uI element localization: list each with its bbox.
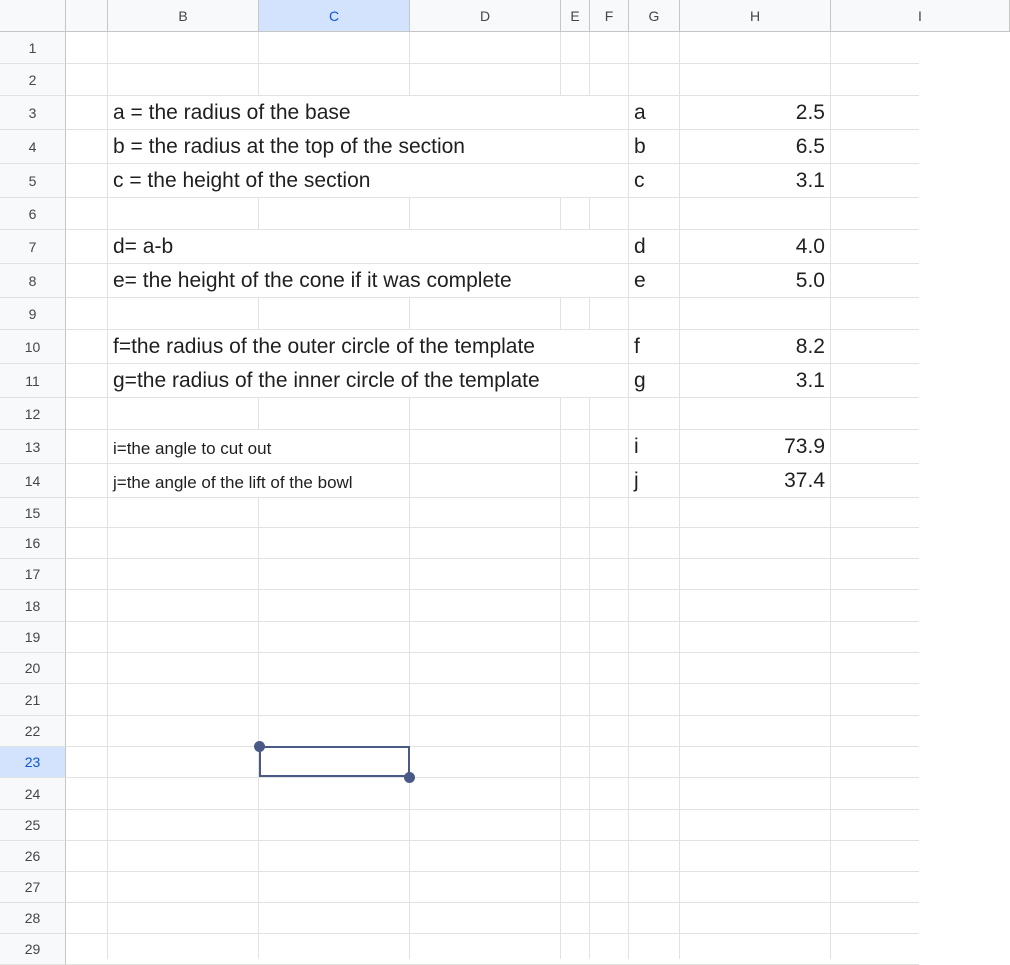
row-header-13[interactable]: 13 [0, 430, 66, 464]
grid-row-line [66, 746, 919, 747]
row-header-1[interactable]: 1 [0, 32, 66, 64]
row-header-29[interactable]: 29 [0, 934, 66, 965]
row-header-14[interactable]: 14 [0, 464, 66, 498]
value-cell-h13[interactable]: 73.9 [680, 430, 830, 463]
value-cell-h4[interactable]: 6.5 [680, 130, 830, 163]
grid-row-line [66, 63, 919, 64]
row-header-6[interactable]: 6 [0, 198, 66, 230]
grid-row-line [66, 558, 919, 559]
row-header-3[interactable]: 3 [0, 96, 66, 130]
column-header-b[interactable]: B [108, 0, 259, 32]
value-cell-h10[interactable]: 8.2 [680, 330, 830, 363]
grid-row-line [66, 683, 919, 684]
symbol-cell-g13[interactable]: i [629, 430, 679, 463]
row-header-27[interactable]: 27 [0, 872, 66, 903]
symbol-cell-g11[interactable]: g [629, 364, 679, 397]
grid-row-line [66, 652, 919, 653]
column-header-e[interactable]: E [561, 0, 590, 32]
label-cell-b14[interactable]: j=the angle of the lift of the bowl [108, 464, 409, 497]
grid-row-line [66, 809, 919, 810]
grid-row-line [66, 902, 919, 903]
grid-row-line [66, 871, 919, 872]
grid-row-line [66, 777, 919, 778]
selected-cell-c23[interactable] [259, 746, 410, 777]
symbol-cell-g14[interactable]: j [629, 464, 679, 497]
row-header-19[interactable]: 19 [0, 622, 66, 653]
symbol-cell-g4[interactable]: b [629, 130, 679, 163]
row-header-4[interactable]: 4 [0, 130, 66, 164]
row-header-15[interactable]: 15 [0, 498, 66, 528]
grid-row-line [66, 527, 919, 528]
value-cell-h3[interactable]: 2.5 [680, 96, 830, 129]
symbol-cell-g7[interactable]: d [629, 230, 679, 263]
row-header-22[interactable]: 22 [0, 716, 66, 747]
select-all-corner[interactable] [0, 0, 66, 32]
row-header-7[interactable]: 7 [0, 230, 66, 264]
value-cell-h14[interactable]: 37.4 [680, 464, 830, 497]
column-header-d[interactable]: D [410, 0, 561, 32]
row-header-9[interactable]: 9 [0, 298, 66, 330]
grid-column-line [830, 32, 831, 959]
grid-row-line [66, 589, 919, 590]
label-cell-b3[interactable]: a = the radius of the base [108, 96, 590, 129]
symbol-cell-g10[interactable]: f [629, 330, 679, 363]
symbol-cell-g5[interactable]: c [629, 164, 679, 197]
row-header-17[interactable]: 17 [0, 559, 66, 590]
column-header-h[interactable]: H [680, 0, 831, 32]
row-header-26[interactable]: 26 [0, 841, 66, 872]
symbol-cell-g8[interactable]: e [629, 264, 679, 297]
label-cell-b8[interactable]: e= the height of the cone if it was complete [108, 264, 590, 297]
value-cell-h5[interactable]: 3.1 [680, 164, 830, 197]
label-cell-b13[interactable]: i=the angle to cut out [108, 430, 409, 463]
column-header-i[interactable]: I [831, 0, 1010, 32]
row-header-16[interactable]: 16 [0, 528, 66, 559]
symbol-cell-g3[interactable]: a [629, 96, 679, 129]
selection-handle-bottom-right[interactable] [404, 772, 415, 783]
column-header-a[interactable] [66, 0, 108, 32]
label-cell-b7[interactable]: d= a-b [108, 230, 590, 263]
row-header-20[interactable]: 20 [0, 653, 66, 684]
grid-row-line [66, 297, 919, 298]
row-header-18[interactable]: 18 [0, 590, 66, 622]
row-header-8[interactable]: 8 [0, 264, 66, 298]
row-header-12[interactable]: 12 [0, 398, 66, 430]
value-cell-h11[interactable]: 3.1 [680, 364, 830, 397]
row-header-5[interactable]: 5 [0, 164, 66, 198]
grid-row-line [66, 497, 919, 498]
column-header-f[interactable]: F [590, 0, 629, 32]
value-cell-h8[interactable]: 5.0 [680, 264, 830, 297]
label-cell-b5[interactable]: c = the height of the section [108, 164, 590, 197]
grid-row-line [66, 715, 919, 716]
value-cell-h7[interactable]: 4.0 [680, 230, 830, 263]
grid-row-line [66, 933, 919, 934]
row-header-23[interactable]: 23 [0, 747, 66, 778]
grid-row-line [66, 397, 919, 398]
row-header-24[interactable]: 24 [0, 778, 66, 810]
row-header-25[interactable]: 25 [0, 810, 66, 841]
label-cell-b11[interactable]: g=the radius of the inner circle of the template [108, 364, 590, 397]
label-cell-b4[interactable]: b = the radius at the top of the section [108, 130, 590, 163]
grid-row-line [66, 840, 919, 841]
row-header-10[interactable]: 10 [0, 330, 66, 364]
column-header-g[interactable]: G [629, 0, 680, 32]
selection-handle-top-left[interactable] [254, 741, 265, 752]
grid-row-line [66, 621, 919, 622]
row-header-21[interactable]: 21 [0, 684, 66, 716]
row-header-11[interactable]: 11 [0, 364, 66, 398]
row-header-2[interactable]: 2 [0, 64, 66, 96]
column-header-c[interactable]: C [259, 0, 410, 32]
grid-row-line [66, 197, 919, 198]
row-header-28[interactable]: 28 [0, 903, 66, 934]
label-cell-b10[interactable]: f=the radius of the outer circle of the template [108, 330, 590, 363]
